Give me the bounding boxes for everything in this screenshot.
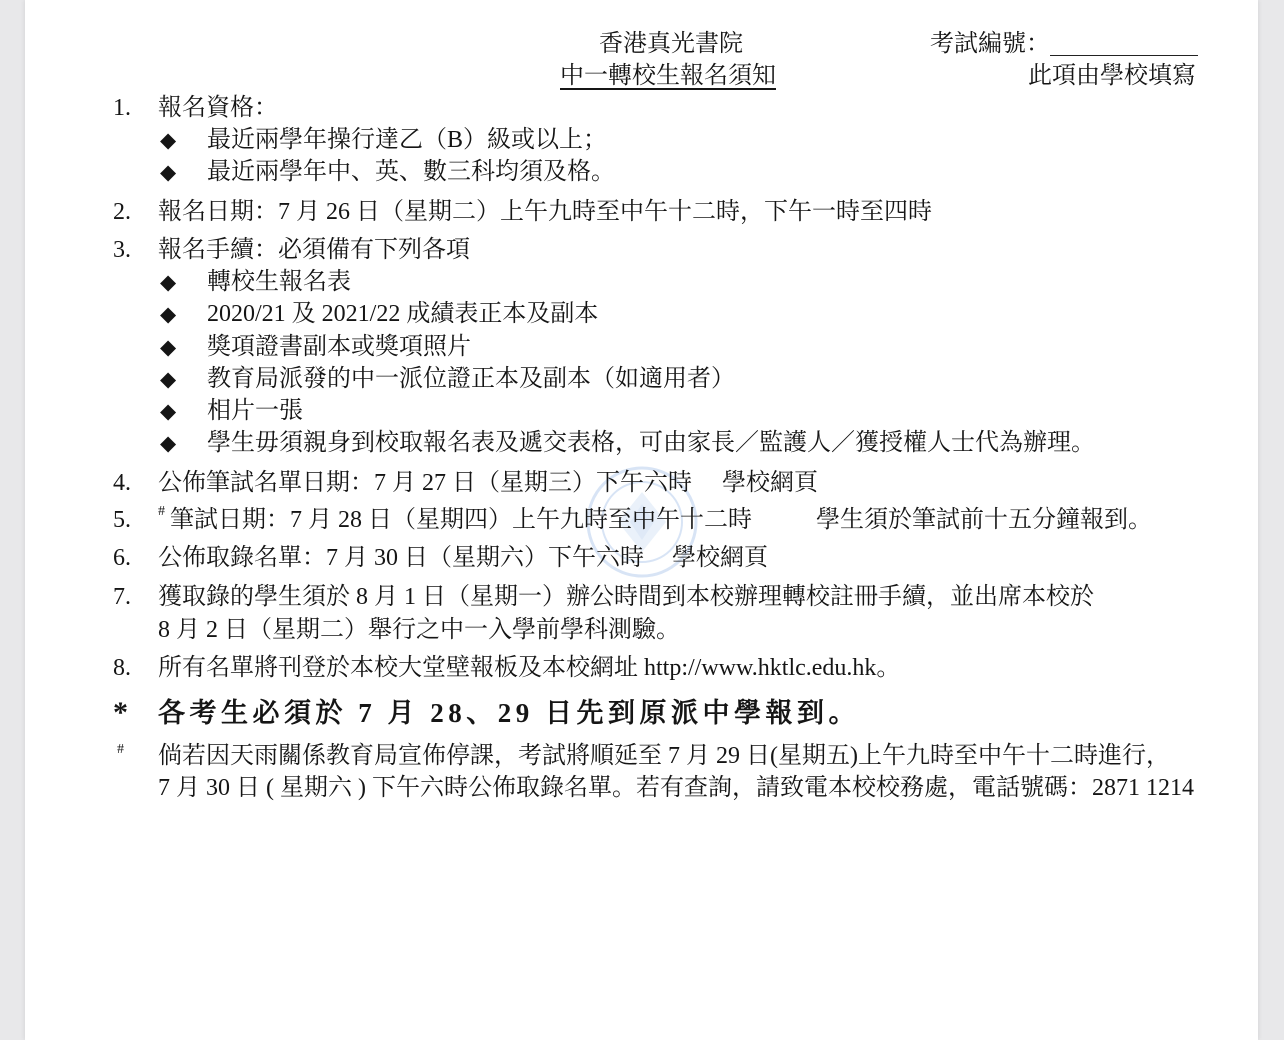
bullet-item	[160, 298, 598, 330]
notice-title: 中一轉校生報名須知	[560, 63, 776, 89]
diamond-bullet-icon: ◆	[160, 160, 177, 184]
item-text: 所有名單將刊登於本校大堂壁報板及本校網址 http://www.hktlc.edu.hk。	[158, 655, 901, 681]
diamond-bullet-icon: ◆	[160, 270, 177, 294]
important-note	[113, 696, 860, 730]
item-admission-list	[113, 542, 768, 574]
diamond-bullet-icon: ◆	[160, 399, 177, 423]
item-number: 6.	[113, 545, 131, 571]
diamond-bullet-icon: ◆	[160, 431, 177, 455]
item-registration	[113, 581, 1094, 613]
bullet-text: 2020/21 及 2021/22 成績表正本及副本	[207, 301, 599, 327]
item-number: 1.	[113, 95, 131, 121]
item-text: 公佈筆試名單日期：7 月 27 日（星期三）下午六時	[158, 470, 692, 496]
item-number: 3.	[113, 237, 131, 263]
item-written-test-list	[113, 467, 818, 499]
school-name: 香港真光書院	[599, 31, 743, 57]
item-extra-text: 學校網頁	[722, 470, 818, 496]
item-written-test-date	[113, 504, 1152, 536]
diamond-bullet-icon: ◆	[160, 302, 177, 326]
bullet-text: 獎項證書副本或獎項照片	[207, 334, 471, 360]
footnote-marker: #	[158, 504, 165, 519]
item-text: 獲取錄的學生須於 8 月 1 日（星期一）辦公時間到本校辦理轉校註冊手續，並出席本校於	[158, 584, 1094, 610]
school-use-note: 此項由學校填寫	[1028, 63, 1196, 89]
item-text: 報名手續：必須備有下列各項	[158, 237, 470, 263]
item-text: 公佈取錄名單：7 月 30 日（星期六）下午六時	[158, 545, 644, 571]
diamond-bullet-icon: ◆	[160, 128, 177, 152]
item-eligibility	[113, 92, 278, 124]
exam-number-blank-line	[1050, 31, 1198, 56]
item-text: 報名日期：7 月 26 日（星期二）上午九時至中午十二時，下午一時至四時	[158, 199, 932, 225]
item-extra-text: 學校網頁	[672, 545, 768, 571]
rain-arrangement-note	[113, 740, 1170, 772]
item-extra-text: 學生須於筆試前十五分鐘報到。	[816, 507, 1152, 533]
item-number: 5.	[113, 507, 131, 533]
bullet-text: 最近兩學年操行達乙（B）級或以上；	[207, 127, 608, 153]
item-number: 2.	[113, 199, 131, 225]
bullet-item	[160, 124, 607, 156]
bullet-text: 最近兩學年中、英、數三科均須及格。	[207, 159, 615, 185]
diamond-bullet-icon: ◆	[160, 367, 177, 391]
bullet-item	[160, 395, 303, 427]
bullet-text: 轉校生報名表	[207, 269, 351, 295]
item-number: 7.	[113, 584, 131, 610]
bullet-item	[160, 266, 351, 298]
item-application-date	[113, 196, 932, 228]
bullet-text: 學生毋須親身到校取報名表及遞交表格，可由家長／監護人／獲授權人士代為辦理。	[207, 430, 1095, 456]
exam-number-label: 考試編號：	[930, 31, 1050, 57]
bullet-item	[160, 331, 471, 363]
item-text-continuation: 8 月 2 日（星期二）舉行之中一入學前學科測驗。	[158, 617, 680, 643]
footnote-text: 倘若因天雨關係教育局宣佈停課，考試將順延至 7 月 29 日(星期五)上午九時至中午十二時進行，	[158, 743, 1170, 769]
bullet-item	[160, 427, 1095, 459]
item-number: 4.	[113, 470, 131, 496]
item-text: 筆試日期：7 月 28 日（星期四）上午九時至中午十二時	[170, 507, 752, 533]
item-announcement	[113, 652, 900, 684]
item-text: 報名資格：	[158, 95, 278, 121]
item-application-procedure	[113, 234, 470, 266]
bullet-item	[160, 156, 615, 188]
footnote-text-continuation: 7 月 30 日 ( 星期六 ) 下午六時公佈取錄名單。若有查詢，請致電本校校務處，電話號碼：2871 1214	[158, 775, 1194, 801]
bullet-text: 相片一張	[207, 398, 303, 424]
footnote-marker: #	[117, 742, 124, 757]
diamond-bullet-icon: ◆	[160, 335, 177, 359]
important-note-text: 各考生必須於 7 月 28、29 日先到原派中學報到。	[158, 698, 860, 728]
bullet-item	[160, 363, 735, 395]
item-number: 8.	[113, 655, 131, 681]
star-marker: *	[113, 696, 128, 729]
exam-number-field	[930, 28, 1198, 60]
bullet-text: 教育局派發的中一派位證正本及副本（如適用者）	[207, 366, 735, 392]
